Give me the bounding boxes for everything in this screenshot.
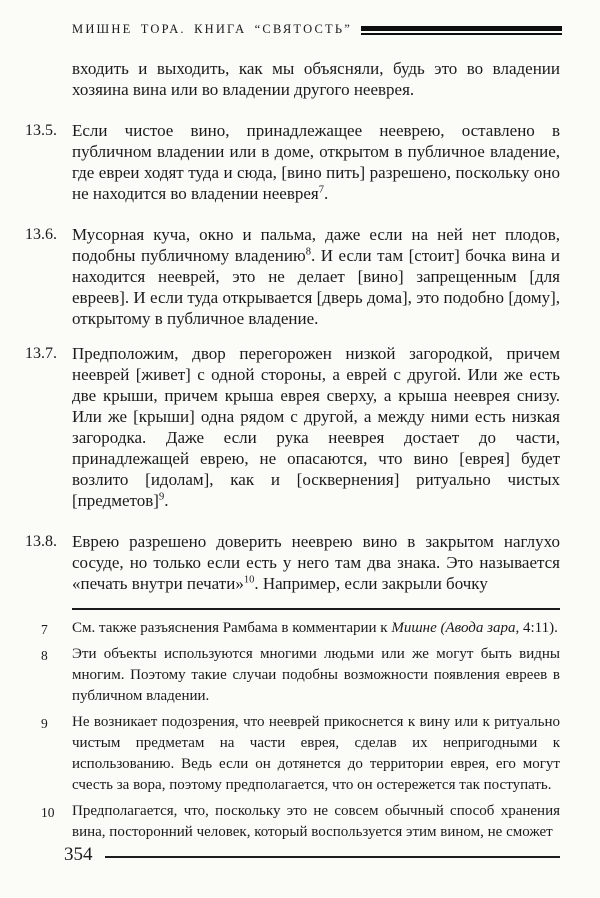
footnote-8 [41,644,560,707]
halacha-number: 13.7. [25,345,57,362]
halacha-13-5 [25,120,560,204]
running-head-title: МИШНЕ ТОРА. КНИГА “СВЯТОСТЬ” [72,22,352,36]
footnote-text: Предполагается, что, поскольку это не совсем обычный способ хранения вина, посторонний человек, который воспользуется этим вином, не сможет [72,803,560,840]
footnote-text: Эти объекты используются многими людьми или же могут быть видны многим. Поэтому такие случаи подобны возможности появления евреев в публичном владении. [72,646,560,704]
intro-paragraph: входить и выходить, как мы объясняли, будь это во владении хозяина вина или во владении другого нееврея. [72,59,560,99]
halacha-13-7 [25,343,560,511]
halacha-body: Мусорная куча, окно и пальма, даже если на ней нет плодов, подобны публичному владению [72,225,560,265]
halacha-number: 13.5. [25,122,57,139]
page-footer [64,844,560,866]
running-head-rule [361,26,562,35]
running-head [72,22,562,37]
footnote-ref: 8 [305,246,311,258]
halacha-body: Предположим, двор перегорожен низкой загородкой, причем нееврей [живет] с одной стороны, а еврей с другой. Или же есть две крыши, причем крыша еврея сверху, а крыша нееврея снизу. Или же [крыши] одна рядом с другой, а между ними есть низкая загородка. Даже если рука нееврея достает до части, принадлежащей еврею, не опасаются, что вино [еврея] будет возлито [идолам], как и [осквернения] ритуально чистых [предметов] [72,344,560,510]
footer-rule [105,856,561,858]
halacha-tail: . [323,184,329,203]
footnotes-block [41,618,560,843]
footnote-separator-rule [72,608,560,610]
halacha-tail: . Например, если закрыли бочку [254,574,488,593]
footnote-7 [41,618,560,639]
footnote-text: См. также разъяснения Рамбама в комментарии к [72,620,392,636]
footnote-ref: 7 [318,184,324,196]
halacha-13-8 [25,531,560,594]
halacha-tail: . И если там [стоит] бочка вина и находится нееврей, это не делает [вино] запрещенным [для евреев]. И если туда открывается [дверь дома], это подобно [дому], открытому в публичное владение. [72,246,560,328]
halacha-text [72,224,560,329]
halacha-13-6 [25,224,560,329]
halacha-text [72,531,560,594]
footnote-number: 10 [41,805,55,820]
halacha-tail: . [164,491,169,510]
page-number: 354 [64,844,93,865]
halacha-body: Еврею разрешено доверить нееврею вино в закрытом наглухо сосуде, но только если есть у него там два знака. Это называется «печать внутри печати» [72,532,560,593]
halacha-body: Если чистое вино, принадлежащее нееврею, оставлено в публичном владении или в доме, открытом в публичное владение, где евреи ходят туда и сюда, [вино пить] разрешено, поскольку оно не находится во владении нееврея [72,121,560,203]
halacha-number: 13.8. [25,533,57,550]
footnote-ref: 10 [243,574,255,586]
footnote-number: 8 [41,648,48,663]
footnote-ref: 9 [158,491,165,503]
footnote-text: Не возникает подозрения, что нееврей прикоснется к вину или к ритуально чистым предметам на части еврея, сделав их непригодными к использованию. Ведь если он дотянется до территории еврея, его могут счесть за вора, поэтому предполагается, что он остережется так поступать. [72,714,560,793]
halacha-number: 13.6. [25,226,57,243]
footnote-text-tail: , 4:11). [515,620,558,636]
footnote-number: 7 [41,622,48,637]
halacha-text [72,343,560,511]
footnote-number: 9 [41,716,48,731]
halacha-text [72,120,560,204]
footnote-9 [41,712,560,796]
footnote-10 [41,801,560,843]
main-text-column [25,58,560,843]
cited-work-title: Мишне (Авода зара [391,620,516,636]
